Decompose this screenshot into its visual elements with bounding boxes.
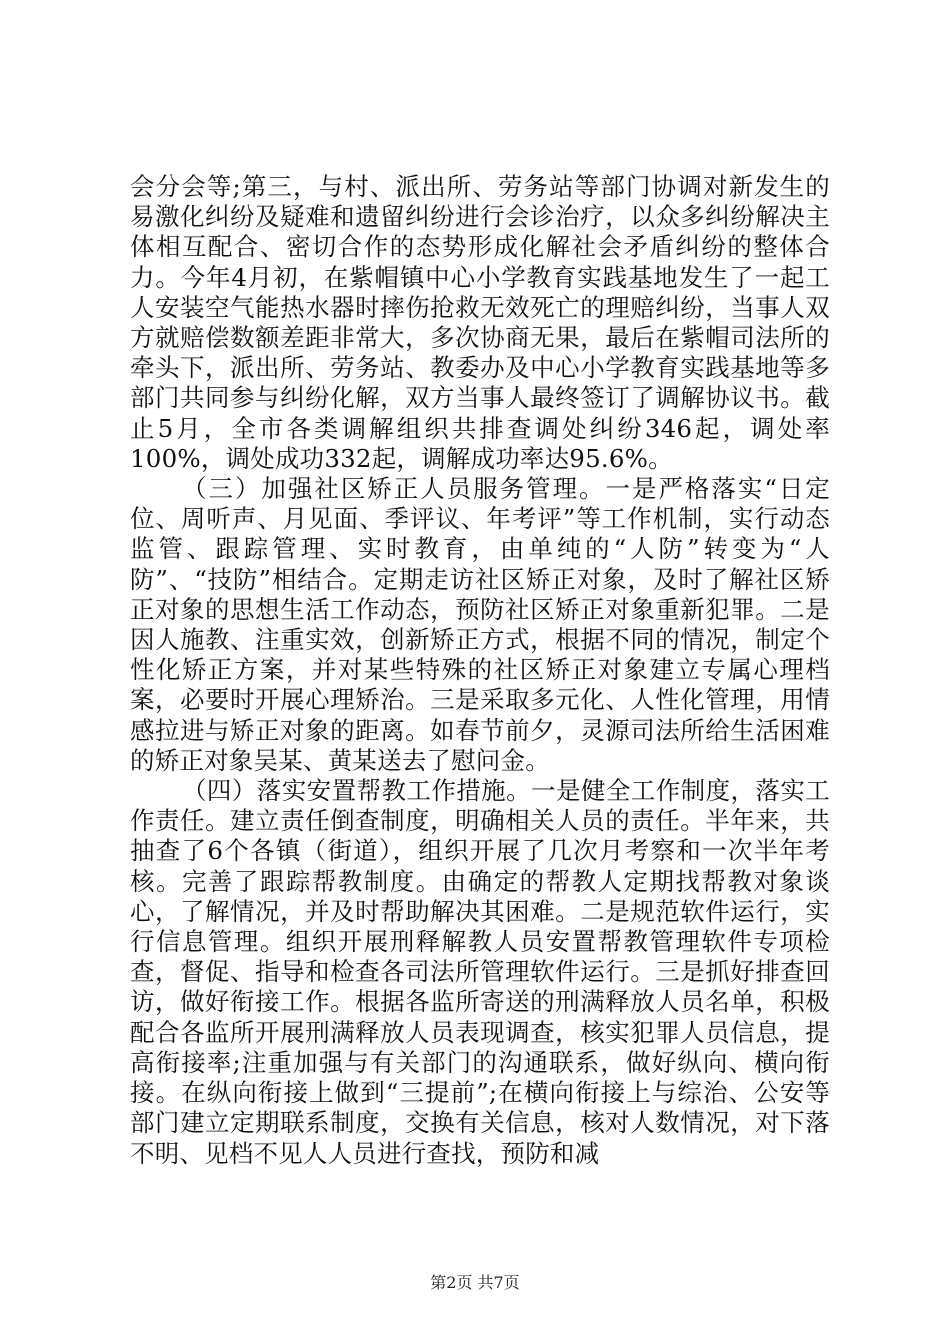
paragraph-continuation: 会分会等;第三，与村、派出所、劳务站等部门协调对新发生的易激化纠纷及疑难和遗留纠纷进行会诊治疗，以众多纠纷解决主体相互配合、密切合作的态势形成化解社会矛盾纠纷的整体合力。今年4月初，在紫帽镇中心小学教育实践基地发生了一起工人安装空气能热水器时摔伤抢救无效死亡的理赔纠纷，当事人双方就赔偿数额差距非常大，多次协商无果，最后在紫帽司法所的牵头下，派出所、劳务站、教委办及中心小学教育实践基地等多部门共同参与纠纷化解，双方当事人最终签订了调解协议书。截止5月，全市各类调解组织共排查调处纠纷346起，调处率100%，调处成功332起，调解成功率达95.6%。: [130, 172, 830, 473]
paragraph-resettlement-assistance: （四）落实安置帮教工作措施。一是健全工作制度，落实工作责任。建立责任倒查制度，明确相关人员的责任。半年来，共抽查了6个各镇（街道），组织开展了几次月考察和一次半年考核。完善了跟踪帮教制度。由确定的帮教人定期找帮教对象谈心，了解情况，并及时帮助解决其困难。二是规范软件运行，实行信息管理。组织开展刑释解教人员安置帮教管理软件专项检查，督促、指导和检查各司法所管理软件运行。三是抓好排查回访，做好衔接工作。根据各监所寄送的刑满释放人员名单，积极配合各监所开展刑满释放人员表现调查，核实犯罪人员信息，提高衔接率;注重加强与有关部门的沟通联系，做好纵向、横向衔接。在纵向衔接上做到“三提前”;在横向衔接上与综治、公安等部门建立定期联系制度，交换有关信息，核对人数情况，对下落不明、见档不见人人员进行查找，预防和减: [130, 776, 830, 1168]
paragraph-community-correction: （三）加强社区矫正人员服务管理。一是严格落实“日定位、周听声、月见面、季评议、年考评”等工作机制，实行动态监管、跟踪管理、实时教育，由单纯的“人防”转变为“人防”、“技防”相结合。定期走访社区矫正对象，及时了解社区矫正对象的思想生活工作动态，预防社区矫正对象重新犯罪。二是因人施教、注重实效，创新矫正方式，根据不同的情况，制定个性化矫正方案，并对某些特殊的社区矫正对象建立专属心理档案，必要时开展心理矫治。三是采取多元化、人性化管理，用情感拉进与矫正对象的距离。如春节前夕，灵源司法所给生活困难的矫正对象吴某、黄某送去了慰问金。: [130, 474, 830, 775]
document-body: [130, 172, 830, 1169]
page-number-footer: 第2页 共7页: [430, 1273, 520, 1292]
